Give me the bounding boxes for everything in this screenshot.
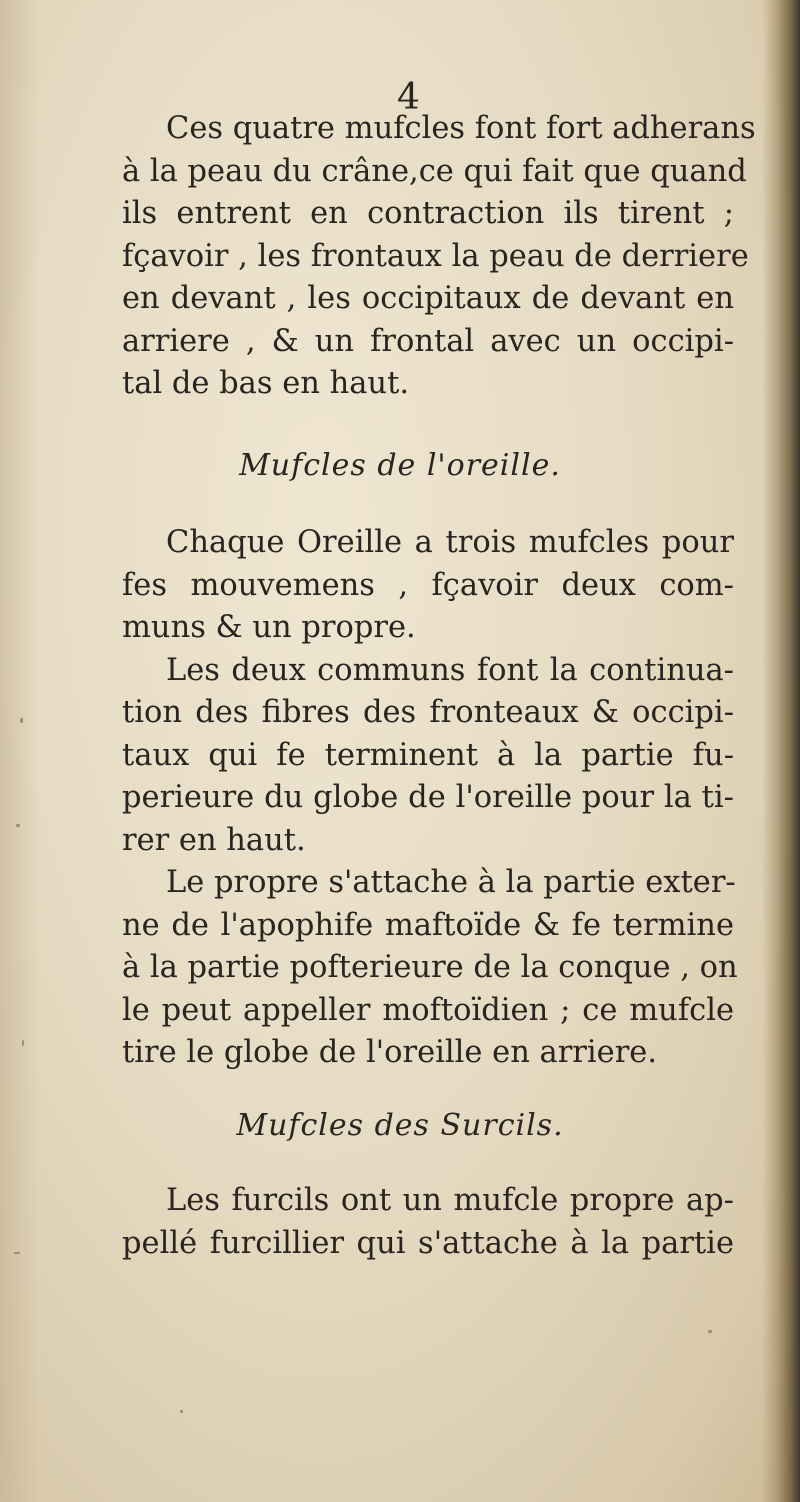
section-heading-surcils: Mufcles des Surcils.: [236, 1108, 564, 1143]
paper-speck: [16, 824, 20, 827]
paper-speck: [22, 1040, 24, 1046]
text-line: ne de l'apophife maftoïde & fe termine: [122, 907, 734, 943]
text-line: ils entrent en contraction ils tirent ;: [122, 196, 734, 231]
text-line: à la partie pofterieure de la conque , on: [122, 950, 738, 985]
section-body-oreille: [122, 522, 738, 1075]
page-binding-shadow: [762, 0, 800, 1502]
paper-speck: [14, 1252, 20, 1254]
paper-speck: [20, 718, 23, 723]
text-line: tion des fibres des fronteaux & occipi-: [122, 695, 734, 730]
text-line: Chaque Oreille a trois mufcles pour: [166, 525, 734, 560]
text-line: Les furcils ont un mufcle propre ap-: [166, 1183, 734, 1218]
text-line: tire le globe de l'oreille en arriere.: [122, 1035, 658, 1070]
text-line: à la peau du crâne,ce qui fait que quand: [122, 153, 747, 189]
text-line: le peut appeller moftoïdien ; ce mufcle: [122, 992, 734, 1028]
text-line: taux qui fe terminent à la partie fu-: [122, 737, 734, 773]
section-body-surcils: [122, 1180, 734, 1265]
text-line: pellé furcillier qui s'attache à la partie: [122, 1225, 734, 1261]
paragraph-frontal-occipital: [122, 108, 756, 406]
text-line: en devant , les occipitaux de devant en: [122, 281, 734, 316]
text-line: tal de bas en haut.: [122, 366, 410, 401]
page-left-shadow: [0, 0, 40, 1502]
section-heading-oreille: Mufcles de l'oreille.: [239, 448, 561, 483]
text-line: perieure du globe de l'oreille pour la ti-: [122, 780, 734, 815]
paper-speck: [708, 1330, 712, 1333]
text-line: muns & un propre.: [122, 610, 416, 645]
page-number: 4: [397, 77, 420, 118]
text-line: Ces quatre mufcles font fort adherans: [166, 111, 756, 146]
text-line: Le propre s'attache à la partie exter-: [166, 865, 736, 900]
text-line: rer en haut.: [122, 822, 306, 858]
text-line: Les deux communs font la continua-: [166, 652, 734, 688]
paper-speck: [180, 1410, 183, 1413]
text-line: fes mouvemens , fçavoir deux com-: [122, 567, 734, 603]
text-line: arriere , & un frontal avec un occipi-: [122, 323, 734, 359]
text-line: fçavoir , les frontaux la peau de derriere: [122, 238, 749, 274]
